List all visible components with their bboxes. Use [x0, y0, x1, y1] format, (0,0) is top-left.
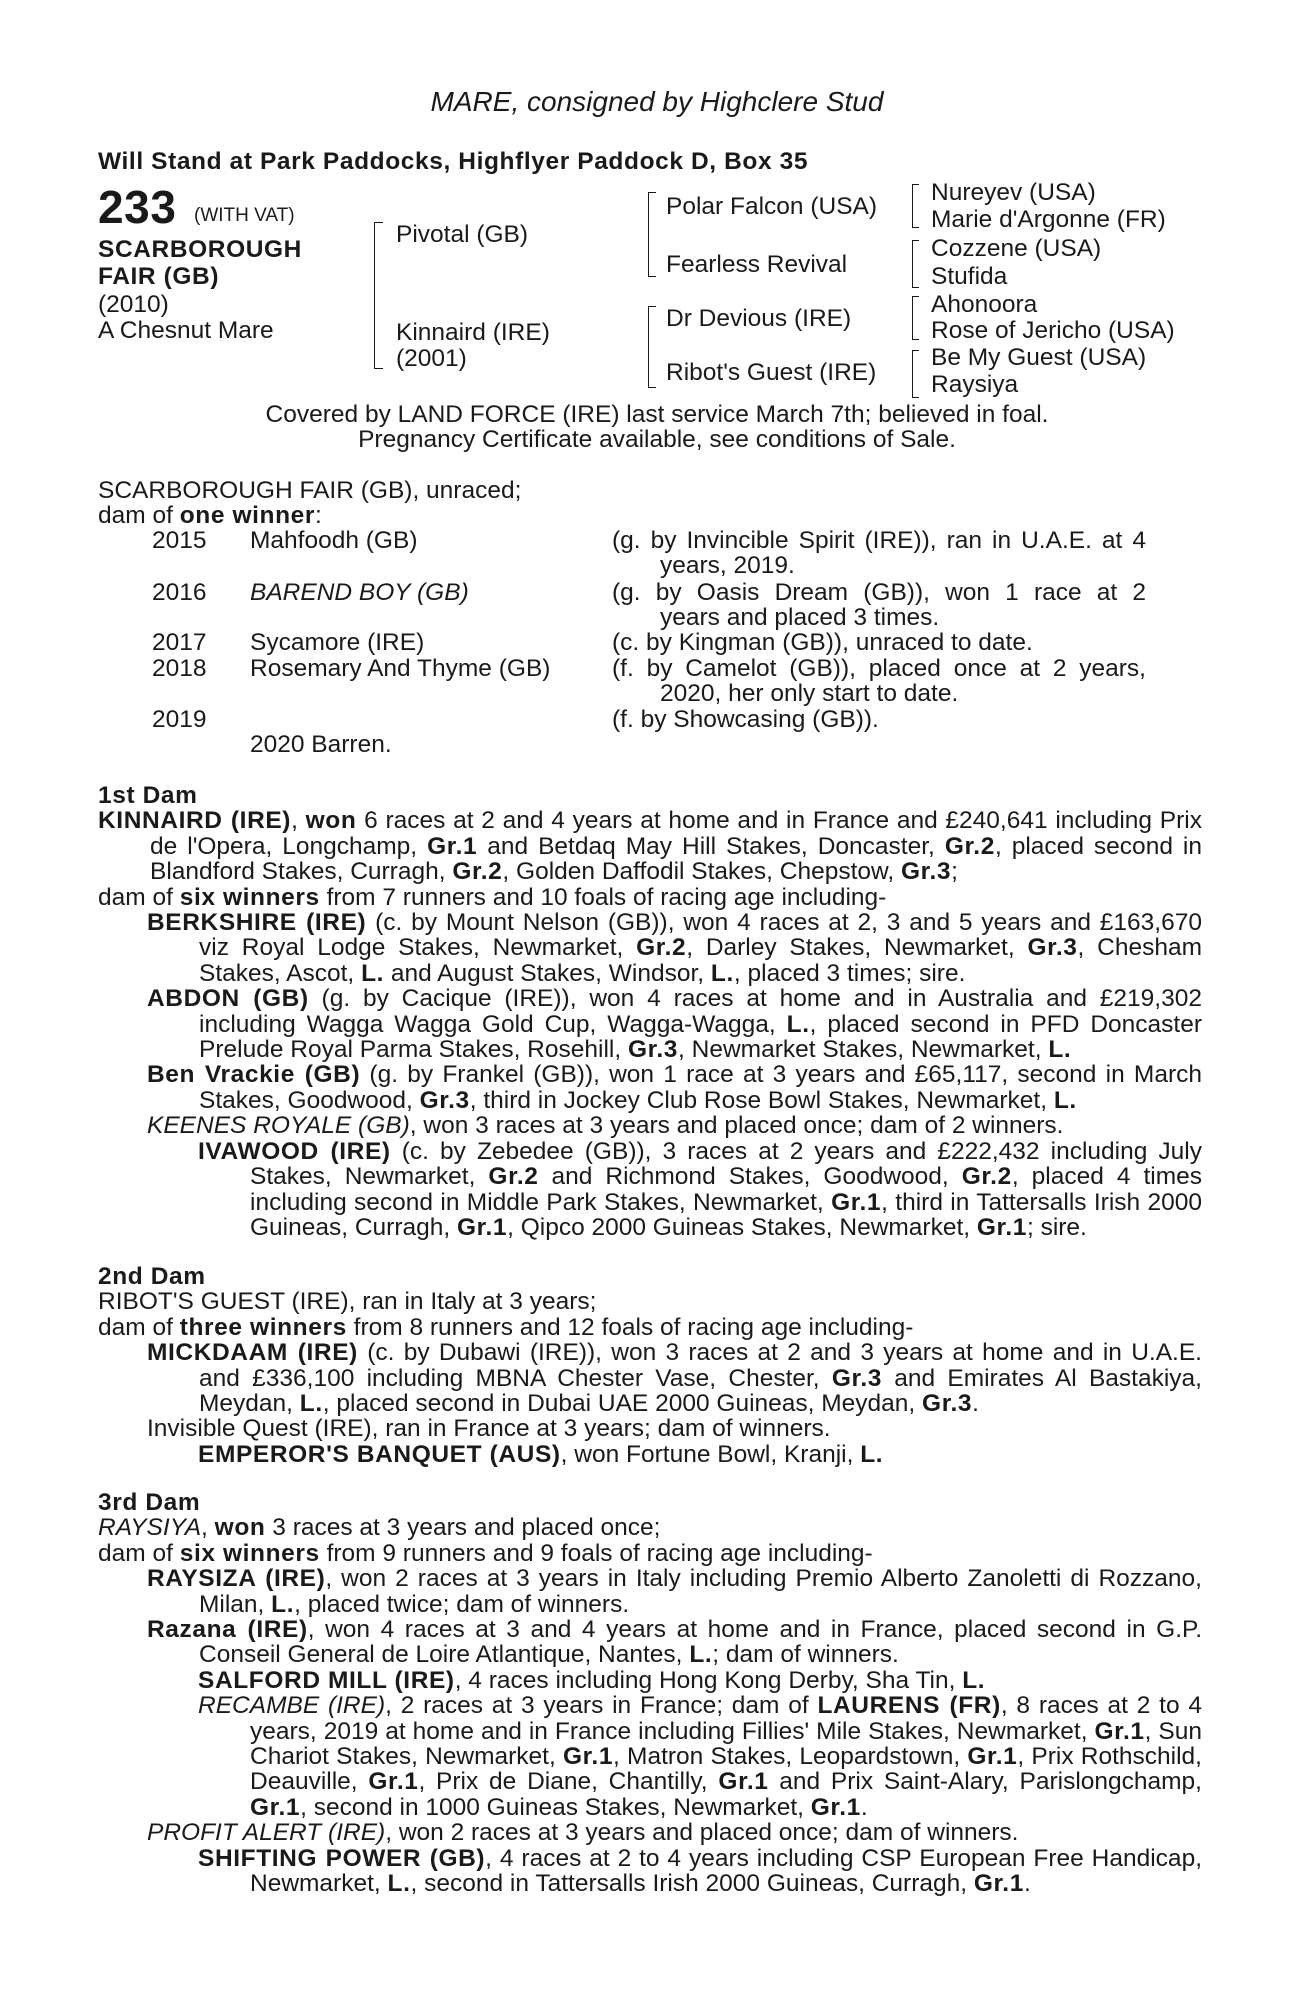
grade: L.: [689, 1641, 713, 1669]
horse-name-line1: SCARBOROUGH: [98, 236, 302, 263]
record-text: , Chesham Stakes, Ascot,: [199, 934, 1202, 987]
horse-name: RECAMBE (IRE): [198, 1692, 386, 1720]
produce-entry: [98, 1340, 1202, 1416]
horse-name: SHIFTING POWER (GB): [198, 1844, 486, 1872]
produce-note: (c. by Kingman (GB)), unraced to date.: [612, 629, 1033, 656]
produce-intro-prefix: dam of: [98, 502, 180, 529]
horse-name: RAYSIYA: [98, 1514, 202, 1542]
sire-sire-name: Polar Falcon (USA): [666, 193, 878, 220]
record-text: and Betdaq May Hill Stakes, Doncaster,: [477, 832, 945, 860]
dam-sire-name: Dr Devious (IRE): [666, 305, 852, 332]
produce-note-cont: years and placed 3 times.: [660, 604, 940, 631]
grade: L.: [860, 1440, 884, 1468]
produce-name: Rosemary And Thyme (GB): [250, 655, 551, 682]
produce-intro-bold: one winner: [179, 502, 316, 529]
record-text: , placed 4 times including second in Middle Park Stakes, Newmarket,: [250, 1163, 1202, 1216]
ancestor-7: Be My Guest (USA): [931, 344, 1147, 371]
record-text: (c. by Dubawi (IRE)), won 3 races at 2 and 3 years at home and in U.A.E. and £336,100 including MBNA Chester Vase, Chester,: [199, 1339, 1202, 1392]
produce-intro-line1: SCARBOROUGH FAIR (GB), unraced;: [98, 477, 522, 504]
grade: L.: [387, 1870, 411, 1898]
third-dam-heading: 3rd Dam: [98, 1489, 201, 1516]
ancestor-8: Raysiya: [931, 371, 1019, 398]
record-text: , 8 races at 2 to 4 years, 2019 at home and in France including Fillies' Mile Stakes, Newmarket,: [250, 1692, 1202, 1745]
produce-entry: [98, 1820, 1202, 1845]
horse-name-line2: FAIR (GB): [98, 263, 220, 290]
brace-gen2-top: [648, 192, 656, 277]
ancestor-1: Nureyev (USA): [931, 179, 1096, 206]
dam-year: (2001): [396, 345, 467, 372]
produce-year: 2019: [152, 706, 207, 733]
third-dam-section: [98, 1490, 1202, 1897]
grade: Gr.1: [967, 1743, 1018, 1771]
third-dam-produce-summary: [98, 1541, 1202, 1566]
horse-name: LAURENS (FR): [817, 1692, 1001, 1720]
record-text: dam of: [98, 883, 180, 911]
produce-entry: Invisible Quest (IRE), ran in France at 3 years; dam of winners.: [147, 1415, 831, 1443]
grade: Gr.3: [627, 1036, 679, 1064]
record-text: , won 4 races at 3 and 4 years at home and in France, placed second in G.P. Conseil General de Loire Atlantique, Nantes,: [199, 1616, 1202, 1669]
covering-line2: Pregnancy Certificate available, see conditions of Sale.: [358, 426, 956, 453]
record-text: , 4 races including Hong Kong Derby, Sha Tin,: [454, 1666, 963, 1694]
record-text: , placed second in Blandford Stakes, Curragh,: [150, 832, 1203, 886]
brace-gen3-1: [912, 184, 919, 228]
first-dam-produce-summary: [98, 885, 1202, 910]
ancestor-4: Stufida: [931, 263, 1008, 290]
record-text: , 4 races at 2 to 4 years including CSP European Free Handicap, Newmarket,: [250, 1844, 1202, 1898]
produce-entry: [98, 1062, 1202, 1113]
record-text: , placed twice; dam of winners.: [294, 1590, 630, 1618]
grade: Gr.2: [961, 1163, 1012, 1191]
produce-note: (g. by Oasis Dream (GB)), won 1 race at 2: [612, 579, 1146, 606]
record-text: , Sun Chariot Stakes, Newmarket,: [250, 1717, 1202, 1771]
record-text: , Prix Rothschild, Deauville,: [250, 1743, 1202, 1796]
brace-gen3-4: [912, 350, 919, 398]
grade: L.: [1053, 1086, 1077, 1114]
record-text: dam of: [98, 1539, 180, 1567]
lot-number: 233: [98, 181, 177, 233]
ancestor-2: Marie d'Argonne (FR): [931, 206, 1166, 233]
grade: Gr.1: [718, 1768, 769, 1796]
brace-gen2-bottom: [648, 306, 656, 388]
grade: L.: [361, 959, 385, 987]
grade: Gr.2: [452, 858, 503, 886]
record-text: .: [1023, 1870, 1031, 1898]
grade: L.: [710, 959, 734, 987]
produce-note: (f. by Showcasing (GB)).: [612, 706, 879, 733]
first-dam-section: [98, 783, 1202, 1240]
horse-name: BERKSHIRE (IRE): [147, 909, 367, 937]
brace-gen3-3: [912, 296, 919, 340]
record-text: , placed second in Dubai UAE 2000 Guineas, Meydan,: [322, 1390, 923, 1418]
record-text: , third in Tattersalls Irish 2000 Guineas, Curragh,: [250, 1188, 1202, 1241]
produce-year: 2018: [152, 655, 207, 682]
record-text: and Richmond Stakes, Goodwood,: [538, 1163, 962, 1191]
record-text: , placed second in PFD Doncaster Prelude Royal Parma Stakes, Rosehill,: [199, 1010, 1202, 1064]
record-text: .: [972, 1390, 979, 1418]
produce-year: 2016: [152, 579, 207, 606]
produce-barren: 2020 Barren.: [250, 731, 392, 758]
produce-entry: [98, 910, 1202, 986]
record-text: dam of: [98, 1313, 180, 1341]
grade: Gr.2: [636, 934, 687, 962]
record-text: and August Stakes, Windsor,: [384, 959, 711, 987]
second-dam-record: RIBOT'S GUEST (IRE), ran in Italy at 3 years;: [98, 1288, 597, 1316]
record-text: , 2 races at 3 years in France; dam of: [385, 1692, 818, 1720]
second-dam-section: [98, 1264, 1202, 1467]
grade: Gr.3: [922, 1390, 973, 1418]
horse-name: SALFORD MILL (IRE): [198, 1666, 455, 1694]
won-label: won: [305, 807, 357, 835]
third-dam-record: [98, 1515, 1202, 1540]
grade: Gr.1: [973, 1870, 1024, 1898]
ancestor-3: Cozzene (USA): [931, 235, 1102, 262]
winners-count: six winners: [179, 1539, 320, 1567]
second-dam-produce-summary: [98, 1315, 1202, 1340]
record-text: , Golden Daffodil Stakes, Chepstow,: [502, 858, 901, 886]
record-text: 6 races at 2 and 4 years at home and in France and £240,641 including Prix de l'Opera, Longchamp,: [150, 807, 1202, 860]
winners-count: six winners: [179, 883, 320, 911]
grade: Gr.1: [1094, 1717, 1145, 1745]
grade: Gr.1: [250, 1793, 301, 1821]
horse-name: ABDON (GB): [147, 985, 309, 1013]
grade: Gr.1: [976, 1213, 1027, 1241]
horse-name: KEENES ROYALE (GB): [147, 1112, 410, 1140]
record-text: , Prix de Diane, Chantilly,: [418, 1768, 719, 1796]
grade: Gr.2: [488, 1163, 539, 1191]
covering-line1: Covered by LAND FORCE (IRE) last service March 7th; believed in foal.: [265, 401, 1049, 428]
record-text: , Matron Stakes, Leopardstown,: [613, 1743, 968, 1771]
record-text: (g. by Cacique (IRE)), won 4 races at home and in Australia and £219,302 including Wagga Wagga Gold Cup, Wagga-Wagga,: [199, 985, 1202, 1038]
grade: L.: [271, 1590, 295, 1618]
record-text: , Darley Stakes, Newmarket,: [686, 934, 1028, 962]
grade: L.: [962, 1666, 986, 1694]
record-text: ; sire.: [1026, 1213, 1087, 1241]
location-line: Will Stand at Park Paddocks, Highflyer Paddock D, Box 35: [98, 148, 809, 175]
horse-name: EMPEROR'S BANQUET (AUS): [198, 1440, 561, 1468]
produce-name: Sycamore (IRE): [250, 629, 425, 656]
comma: ,: [201, 1514, 215, 1542]
sire-dam-name: Fearless Revival: [666, 251, 848, 278]
grade: Gr.1: [831, 1188, 882, 1216]
produce-entry: [98, 1846, 1202, 1897]
horse-description: A Chesnut Mare: [98, 317, 274, 344]
record-text: , Newmarket Stakes, Newmarket,: [678, 1036, 1049, 1064]
sire-name: Pivotal (GB): [396, 221, 529, 248]
grade: Gr.3: [901, 858, 952, 886]
produce-name: Mahfoodh (GB): [250, 527, 418, 554]
record-text: , won 2 races at 3 years in Italy including Premio Alberto Zanoletti di Rozzano, Milan,: [199, 1565, 1202, 1618]
produce-intro-line2: [98, 503, 322, 528]
produce-entry: [98, 1139, 1202, 1241]
record-text: and Prix Saint-Alary, Parislongchamp,: [768, 1768, 1202, 1796]
record-text: ; dam of winners.: [712, 1641, 899, 1669]
record-text: 3 races at 3 years and placed once;: [265, 1514, 661, 1542]
produce-entry: [98, 1668, 1202, 1693]
first-dam-heading: 1st Dam: [98, 782, 198, 809]
comma: ,: [291, 807, 306, 835]
horse-name: RAYSIZA (IRE): [147, 1565, 326, 1593]
ancestor-5: Ahonoora: [931, 291, 1038, 318]
page-title: MARE, consigned by Highclere Stud: [430, 86, 884, 117]
grade: L.: [299, 1390, 323, 1418]
grade: Gr.2: [944, 832, 995, 860]
record-text: (c. by Mount Nelson (GB)), won 4 races at 2, 3 and 5 years and £163,670 viz Royal Lodge Stakes, Newmarket,: [199, 909, 1202, 962]
produce-year: 2015: [152, 527, 207, 554]
second-dam-heading: 2nd Dam: [98, 1263, 206, 1290]
produce-intro-colon: :: [315, 502, 322, 529]
grade: Gr.1: [427, 832, 478, 860]
produce-note-cont: 2020, her only start to date.: [660, 680, 959, 707]
record-text: from 8 runners and 12 foals of racing age including-: [346, 1313, 914, 1341]
record-text: , second in Tattersalls Irish 2000 Guineas, Curragh,: [410, 1870, 974, 1898]
produce-entry: [98, 1693, 1202, 1820]
produce-entry: [98, 1113, 1202, 1138]
record-text: , won 2 races at 3 years and placed once; dam of winners.: [385, 1819, 1019, 1847]
grade: Gr.3: [419, 1086, 470, 1114]
grade: Gr.1: [368, 1768, 419, 1796]
grade: Gr.1: [810, 1793, 861, 1821]
grade: Gr.3: [1027, 934, 1078, 962]
brace-gen1: [374, 222, 383, 369]
produce-note: (g. by Invincible Spirit (IRE)), ran in U.A.E. at 4: [612, 527, 1146, 554]
record-text: , Qipco 2000 Guineas Stakes, Newmarket,: [507, 1213, 977, 1241]
vat-note: (WITH VAT): [194, 205, 295, 226]
grade: L.: [786, 1010, 810, 1038]
horse-name: MICKDAAM (IRE): [147, 1339, 358, 1367]
produce-entry: [98, 1442, 1202, 1467]
horse-name: Ben Vrackie (GB): [147, 1061, 361, 1089]
grade: Gr.1: [457, 1213, 508, 1241]
record-text: , second in 1000 Guineas Stakes, Newmarket,: [300, 1793, 811, 1821]
produce-name: BAREND BOY (GB): [250, 579, 469, 606]
ancestor-6: Rose of Jericho (USA): [931, 317, 1175, 344]
dam-dam-name: Ribot's Guest (IRE): [666, 359, 877, 386]
record-text: and Emirates Al Bastakiya, Meydan,: [199, 1364, 1202, 1418]
produce-note: (f. by Camelot (GB)), placed once at 2 years,: [612, 655, 1146, 682]
grade: Gr.3: [831, 1364, 882, 1392]
first-dam-record: [98, 808, 1202, 884]
record-text: ;: [951, 858, 958, 886]
record-text: , won 3 races at 3 years and placed once; dam of 2 winners.: [409, 1112, 1064, 1140]
produce-entry: [98, 1617, 1202, 1668]
record-text: .: [860, 1793, 868, 1821]
horse-year: (2010): [98, 291, 169, 318]
horse-name: PROFIT ALERT (IRE): [147, 1819, 386, 1847]
produce-entry: [98, 1566, 1202, 1617]
record-text: from 9 runners and 9 foals of racing age including-: [319, 1539, 873, 1567]
produce-note-cont: years, 2019.: [660, 552, 795, 579]
dam-name: Kinnaird (IRE): [396, 319, 550, 346]
grade: L.: [1048, 1036, 1072, 1064]
won-label: won: [214, 1514, 266, 1542]
brace-gen3-2: [912, 240, 919, 288]
grade: Gr.1: [562, 1743, 614, 1771]
winners-count: three winners: [179, 1313, 347, 1341]
horse-name: KINNAIRD (IRE): [98, 807, 292, 835]
record-text: (g. by Frankel (GB)), won 1 race at 3 years and £65,117, second in March Stakes, Goodwood,: [199, 1061, 1202, 1114]
record-text: , placed 3 times; sire.: [733, 959, 966, 987]
record-text: from 7 runners and 10 foals of racing age including-: [319, 883, 887, 911]
produce-entry: [98, 986, 1202, 1062]
produce-year: 2017: [152, 629, 207, 656]
record-text: , third in Jockey Club Rose Bowl Stakes, Newmarket,: [469, 1086, 1054, 1114]
horse-name: Razana (IRE): [147, 1616, 308, 1644]
record-text: , won Fortune Bowl, Kranji,: [560, 1440, 861, 1468]
record-text: (c. by Zebedee (GB)), 3 races at 2 years and £222,432 including July Stakes, Newmarket,: [250, 1137, 1202, 1191]
horse-name: IVAWOOD (IRE): [198, 1137, 391, 1165]
